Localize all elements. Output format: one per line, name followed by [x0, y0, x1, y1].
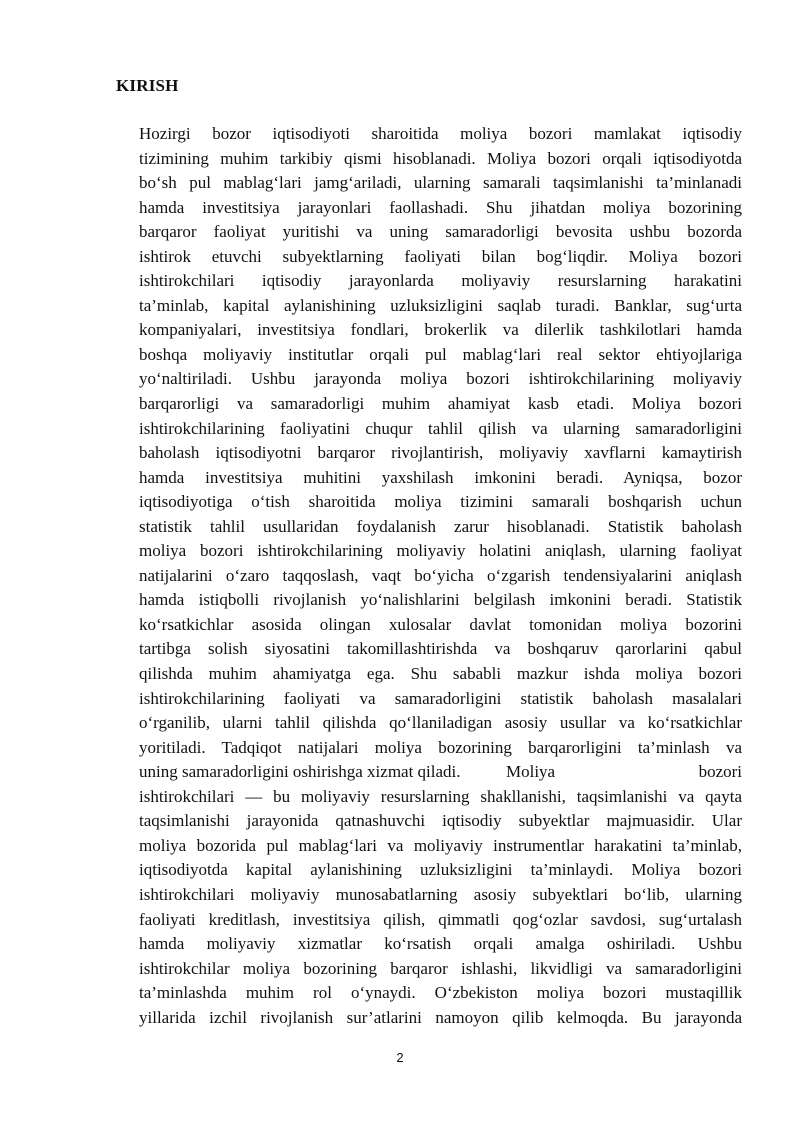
text-line: bo‘sh pul mablag‘lari jamg‘ariladi, ularning samarali taqsimlanishi ta’minlanadi	[139, 173, 742, 193]
text-line: yo‘naltiriladi. Ushbu jarayonda moliya bozori ishtirokchilarining moliyaviy	[139, 369, 742, 389]
text-line: yillarida izchil rivojlanish sur’atlarini namoyon qilib kelmoqda. Bu jarayonda	[139, 1007, 742, 1027]
text-line: moliya bozorida pul mablag‘lari va moliyaviy instrumentlar harakatini ta’minlab,	[139, 835, 742, 855]
text-line: hamda investitsiya muhitini yaxshilash imkonini beradi. Ayniqsa, bozor	[139, 467, 742, 487]
split-line-left: uning samaradorligini oshirishga xizmat qiladi.	[139, 762, 461, 782]
text-line: o‘rganilib, ularni tahlil qilishda qo‘llaniladigan asosiy usullar va ko‘rsatkichlar	[139, 713, 742, 733]
body-paragraph	[139, 122, 742, 1030]
split-line-right	[506, 760, 742, 785]
section-heading: KIRISH	[116, 76, 179, 95]
text-line: ko‘rsatkichlar asosida olingan xulosalar davlat tomonidan moliya bozorini	[139, 614, 742, 634]
text-line: hamda istiqbolli rivojlanish yo‘nalishlarini belgilash imkonini beradi. Statistik	[139, 590, 742, 610]
text-line: taqsimlanishi jarayonida qatnashuvchi iqtisodiy subyektlar majmuasidir. Ular	[139, 811, 742, 831]
text-line: moliya bozori ishtirokchilarining moliyaviy holatini aniqlash, ularning faoliyat	[139, 541, 742, 561]
text-line: kompaniyalari, investitsiya fondlari, brokerlik va dilerlik tashkilotlari hamda	[139, 320, 742, 340]
text-line: barqaror faoliyat yuritishi va uning samaradorligi bevosita ushbu bozorda	[139, 222, 742, 242]
page-number: 2	[396, 1050, 404, 1065]
text-line: ta’minlab, kapital aylanishining uzluksizligini saqlab turadi. Banklar, sug‘urta	[139, 295, 742, 315]
text-line: natijalarini o‘zaro taqqoslash, vaqt bo‘yicha o‘zgarish tendensiyalarini aniqlash	[139, 565, 742, 585]
text-line: ishtirokchilari moliyaviy munosabatlarning asosiy subyektlari bo‘lib, ularning	[139, 884, 742, 904]
text-line: ishtirokchilarining faoliyatini chuqur tahlil qilish va ularning samaradorligini	[139, 418, 742, 438]
text-line: hamda moliyaviy xizmatlar ko‘rsatish orqali amalga oshiriladi. Ushbu	[139, 934, 742, 954]
text-line: ishtirokchilarining faoliyati va samaradorligini statistik baholash masalalari	[139, 688, 742, 708]
split-line-gap	[461, 760, 506, 785]
text-line: faoliyati kreditlash, investitsiya qilish, qimmatli qog‘ozlar savdosi, sug‘urtalash	[139, 909, 742, 929]
text-line: qilishda muhim ahamiyatga ega. Shu sababli mazkur ishda moliya bozori	[139, 664, 742, 684]
text-line: iqtisodiyotiga o‘tish sharoitida moliya tizimini samarali boshqarish uchun	[139, 492, 742, 512]
text-line-split	[139, 760, 742, 785]
split-line-word: bozori	[698, 762, 742, 782]
text-line: ishtirokchilari — bu moliyaviy resurslarning shakllanishi, taqsimlanishi va qayta	[139, 786, 742, 806]
text-line: tartibga solish siyosatini takomillashtirishda va boshqaruv qarorlarini qabul	[139, 639, 742, 659]
text-line: yoritiladi. Tadqiqot natijalari moliya bozorining barqarorligini ta’minlash va	[139, 737, 742, 757]
text-line: ishtirokchilar moliya bozorining barqaror ishlashi, likvidligi va samaradorligini	[139, 958, 742, 978]
split-line-word: Moliya	[506, 762, 556, 782]
text-line: ishtirokchilari iqtisodiy jarayonlarda moliyaviy resurslarning harakatini	[139, 271, 742, 291]
text-line: Hozirgi bozor iqtisodiyoti sharoitida moliya bozori mamlakat iqtisodiy	[139, 124, 742, 143]
text-line: tizimining muhim tarkibiy qismi hisoblanadi. Moliya bozori orqali iqtisodiyotda	[139, 148, 742, 168]
text-line: barqarorligi va samaradorligi muhim ahamiyat kasb etadi. Moliya bozori	[139, 394, 742, 414]
text-line: ta’minlashda muhim rol o‘ynaydi. O‘zbekiston moliya bozori mustaqillik	[139, 983, 742, 1003]
text-line: ishtirok etuvchi subyektlarning faoliyati bilan bog‘liqdir. Moliya bozori	[139, 246, 742, 266]
text-line: boshqa moliyaviy institutlar orqali pul mablag‘lari real sektor ehtiyojlariga	[139, 344, 742, 364]
text-line: hamda investitsiya jarayonlari faollashadi. Shu jihatdan moliya bozorining	[139, 197, 742, 217]
text-line: baholash iqtisodiyotni barqaror rivojlantirish, moliyaviy xavflarni kamaytirish	[139, 443, 742, 463]
text-line: statistik tahlil usullaridan foydalanish zarur hisoblanadi. Statistik baholash	[139, 516, 742, 536]
text-line: iqtisodiyotda kapital aylanishining uzluksizligini ta’minlaydi. Moliya bozori	[139, 860, 742, 880]
